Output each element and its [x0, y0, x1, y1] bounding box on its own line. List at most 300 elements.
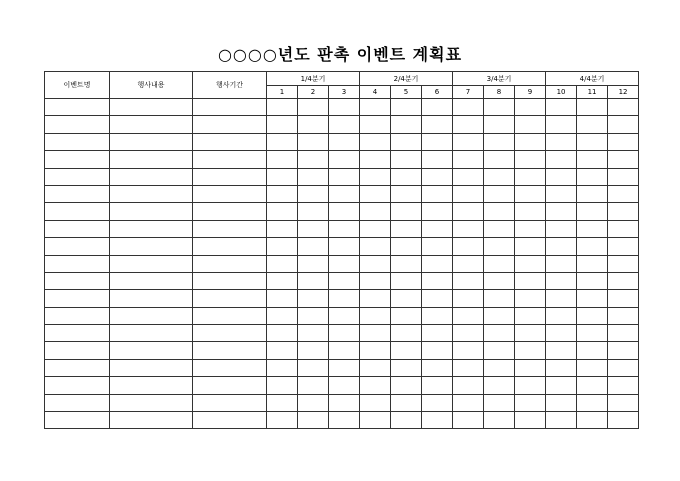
table-cell[interactable]: [453, 133, 484, 150]
table-cell[interactable]: [546, 272, 577, 289]
table-cell[interactable]: [515, 168, 546, 185]
table-cell[interactable]: [267, 394, 298, 411]
table-cell[interactable]: [193, 168, 267, 185]
table-cell[interactable]: [110, 272, 193, 289]
table-cell[interactable]: [546, 325, 577, 342]
table-cell[interactable]: [515, 394, 546, 411]
table-cell[interactable]: [193, 307, 267, 324]
table-cell[interactable]: [484, 377, 515, 394]
table-cell[interactable]: [298, 133, 329, 150]
table-cell[interactable]: [453, 272, 484, 289]
table-cell[interactable]: [546, 185, 577, 202]
table-cell[interactable]: [608, 255, 639, 272]
table-cell[interactable]: [391, 133, 422, 150]
table-cell[interactable]: [546, 412, 577, 429]
table-cell[interactable]: [546, 307, 577, 324]
table-cell[interactable]: [484, 168, 515, 185]
table-cell[interactable]: [329, 220, 360, 237]
table-cell[interactable]: [267, 342, 298, 359]
table-cell[interactable]: [391, 307, 422, 324]
table-cell[interactable]: [360, 220, 391, 237]
table-cell[interactable]: [484, 238, 515, 255]
table-cell[interactable]: [329, 185, 360, 202]
table-cell[interactable]: [422, 290, 453, 307]
table-row: [45, 220, 639, 237]
table-cell[interactable]: [546, 394, 577, 411]
table-cell[interactable]: [267, 377, 298, 394]
table-cell[interactable]: [453, 99, 484, 116]
table-cell[interactable]: [422, 238, 453, 255]
table-cell[interactable]: [422, 272, 453, 289]
table-cell[interactable]: [110, 203, 193, 220]
table-cell[interactable]: [422, 185, 453, 202]
table-cell[interactable]: [484, 133, 515, 150]
header-month-2: 2: [298, 86, 329, 99]
table-cell[interactable]: [608, 133, 639, 150]
table-cell[interactable]: [608, 325, 639, 342]
table-cell[interactable]: [453, 412, 484, 429]
table-cell[interactable]: [391, 325, 422, 342]
table-cell[interactable]: [45, 116, 110, 133]
table-cell[interactable]: [110, 168, 193, 185]
table-cell[interactable]: [360, 359, 391, 376]
table-cell[interactable]: [193, 151, 267, 168]
table-cell[interactable]: [193, 359, 267, 376]
table-row: [45, 342, 639, 359]
table-cell[interactable]: [391, 359, 422, 376]
table-cell[interactable]: [329, 168, 360, 185]
table-cell[interactable]: [391, 185, 422, 202]
header-quarter-1: 1/4분기: [267, 72, 360, 86]
table-cell[interactable]: [298, 220, 329, 237]
table-cell[interactable]: [329, 359, 360, 376]
table-cell[interactable]: [608, 290, 639, 307]
table-cell[interactable]: [45, 272, 110, 289]
table-cell[interactable]: [515, 203, 546, 220]
table-cell[interactable]: [193, 272, 267, 289]
table-cell[interactable]: [298, 412, 329, 429]
table-cell[interactable]: [422, 325, 453, 342]
table-cell[interactable]: [360, 342, 391, 359]
table-cell[interactable]: [391, 203, 422, 220]
table-cell[interactable]: [329, 412, 360, 429]
table-cell[interactable]: [298, 272, 329, 289]
table-cell[interactable]: [422, 151, 453, 168]
table-cell[interactable]: [45, 151, 110, 168]
table-cell[interactable]: [515, 220, 546, 237]
table-cell[interactable]: [515, 290, 546, 307]
table-cell[interactable]: [193, 377, 267, 394]
table-cell[interactable]: [577, 342, 608, 359]
table-cell[interactable]: [422, 220, 453, 237]
table-cell[interactable]: [453, 255, 484, 272]
table-cell[interactable]: [391, 116, 422, 133]
table-cell[interactable]: [193, 412, 267, 429]
table-cell[interactable]: [110, 412, 193, 429]
table-cell[interactable]: [484, 185, 515, 202]
table-cell[interactable]: [422, 394, 453, 411]
table-cell[interactable]: [329, 307, 360, 324]
table-cell[interactable]: [360, 151, 391, 168]
table-cell[interactable]: [515, 325, 546, 342]
table-cell[interactable]: [45, 238, 110, 255]
table-cell[interactable]: [360, 325, 391, 342]
table-cell[interactable]: [484, 342, 515, 359]
table-cell[interactable]: [577, 394, 608, 411]
table-cell[interactable]: [298, 151, 329, 168]
table-cell[interactable]: [45, 412, 110, 429]
table-cell[interactable]: [45, 220, 110, 237]
table-cell[interactable]: [515, 133, 546, 150]
table-cell[interactable]: [329, 272, 360, 289]
table-cell[interactable]: [484, 203, 515, 220]
table-cell[interactable]: [267, 185, 298, 202]
table-cell[interactable]: [267, 255, 298, 272]
table-cell[interactable]: [110, 151, 193, 168]
table-cell[interactable]: [193, 290, 267, 307]
table-cell[interactable]: [577, 359, 608, 376]
table-cell[interactable]: [515, 412, 546, 429]
table-cell[interactable]: [360, 412, 391, 429]
table-cell[interactable]: [546, 255, 577, 272]
table-cell[interactable]: [515, 238, 546, 255]
table-cell[interactable]: [546, 290, 577, 307]
table-cell[interactable]: [360, 377, 391, 394]
table-cell[interactable]: [577, 377, 608, 394]
table-cell[interactable]: [110, 255, 193, 272]
table-cell[interactable]: [360, 255, 391, 272]
table-cell[interactable]: [110, 99, 193, 116]
table-cell[interactable]: [267, 272, 298, 289]
table-cell[interactable]: [484, 394, 515, 411]
header-quarter-3: 3/4분기: [453, 72, 546, 86]
table-cell[interactable]: [391, 151, 422, 168]
table-cell[interactable]: [110, 394, 193, 411]
table-cell[interactable]: [546, 99, 577, 116]
table-cell[interactable]: [577, 116, 608, 133]
table-cell[interactable]: [267, 238, 298, 255]
table-cell[interactable]: [484, 325, 515, 342]
table-cell[interactable]: [515, 377, 546, 394]
table-cell[interactable]: [577, 99, 608, 116]
table-cell[interactable]: [515, 307, 546, 324]
table-cell[interactable]: [484, 359, 515, 376]
table-cell[interactable]: [422, 255, 453, 272]
table-cell[interactable]: [45, 133, 110, 150]
table-cell[interactable]: [267, 290, 298, 307]
table-cell[interactable]: [422, 168, 453, 185]
table-cell[interactable]: [193, 185, 267, 202]
table-cell[interactable]: [422, 377, 453, 394]
table-cell[interactable]: [193, 220, 267, 237]
table-cell[interactable]: [45, 307, 110, 324]
table-cell[interactable]: [329, 290, 360, 307]
table-cell[interactable]: [608, 307, 639, 324]
table-cell[interactable]: [515, 151, 546, 168]
table-cell[interactable]: [453, 342, 484, 359]
table-cell[interactable]: [298, 168, 329, 185]
table-cell[interactable]: [515, 99, 546, 116]
table-cell[interactable]: [546, 133, 577, 150]
table-cell[interactable]: [484, 290, 515, 307]
table-cell[interactable]: [546, 359, 577, 376]
table-cell[interactable]: [546, 151, 577, 168]
table-cell[interactable]: [110, 220, 193, 237]
table-cell[interactable]: [577, 151, 608, 168]
table-cell[interactable]: [110, 116, 193, 133]
table-cell[interactable]: [360, 99, 391, 116]
table-cell[interactable]: [193, 99, 267, 116]
table-cell[interactable]: [608, 272, 639, 289]
table-cell[interactable]: [608, 377, 639, 394]
table-cell[interactable]: [267, 220, 298, 237]
table-cell[interactable]: [298, 394, 329, 411]
table-cell[interactable]: [391, 342, 422, 359]
table-cell[interactable]: [298, 325, 329, 342]
table-cell[interactable]: [110, 342, 193, 359]
table-cell[interactable]: [546, 377, 577, 394]
table-cell[interactable]: [422, 342, 453, 359]
table-cell[interactable]: [329, 394, 360, 411]
table-cell[interactable]: [298, 238, 329, 255]
table-cell[interactable]: [515, 342, 546, 359]
table-cell[interactable]: [193, 342, 267, 359]
table-cell[interactable]: [298, 185, 329, 202]
table-cell[interactable]: [193, 394, 267, 411]
table-cell[interactable]: [608, 342, 639, 359]
table-cell[interactable]: [577, 185, 608, 202]
table-cell[interactable]: [422, 412, 453, 429]
table-cell[interactable]: [422, 307, 453, 324]
table-cell[interactable]: [577, 133, 608, 150]
header-month-9: 9: [515, 86, 546, 99]
table-cell[interactable]: [422, 116, 453, 133]
table-cell[interactable]: [515, 272, 546, 289]
table-cell[interactable]: [453, 238, 484, 255]
table-cell[interactable]: [45, 99, 110, 116]
table-cell[interactable]: [453, 394, 484, 411]
table-cell[interactable]: [484, 272, 515, 289]
table-cell[interactable]: [453, 151, 484, 168]
table-cell[interactable]: [546, 168, 577, 185]
table-cell[interactable]: [298, 307, 329, 324]
table-cell[interactable]: [267, 412, 298, 429]
header-month-5: 5: [391, 86, 422, 99]
table-cell[interactable]: [608, 394, 639, 411]
table-cell[interactable]: [515, 359, 546, 376]
table-cell[interactable]: [298, 99, 329, 116]
table-cell[interactable]: [608, 359, 639, 376]
table-cell[interactable]: [45, 290, 110, 307]
table-cell[interactable]: [546, 203, 577, 220]
table-cell[interactable]: [608, 116, 639, 133]
table-cell[interactable]: [329, 116, 360, 133]
table-cell[interactable]: [577, 220, 608, 237]
table-cell[interactable]: [484, 255, 515, 272]
table-cell[interactable]: [267, 133, 298, 150]
table-cell[interactable]: [360, 238, 391, 255]
table-cell[interactable]: [193, 238, 267, 255]
table-cell[interactable]: [577, 290, 608, 307]
table-cell[interactable]: [360, 116, 391, 133]
table-cell[interactable]: [608, 99, 639, 116]
table-cell[interactable]: [193, 133, 267, 150]
table-cell[interactable]: [608, 168, 639, 185]
table-cell[interactable]: [546, 220, 577, 237]
table-cell[interactable]: [298, 377, 329, 394]
table-cell[interactable]: [267, 151, 298, 168]
table-cell[interactable]: [110, 325, 193, 342]
table-cell[interactable]: [298, 290, 329, 307]
table-cell[interactable]: [391, 394, 422, 411]
table-cell[interactable]: [577, 325, 608, 342]
table-cell[interactable]: [391, 290, 422, 307]
table-cell[interactable]: [298, 359, 329, 376]
table-cell[interactable]: [45, 359, 110, 376]
table-cell[interactable]: [515, 116, 546, 133]
table-cell[interactable]: [546, 342, 577, 359]
table-cell[interactable]: [267, 168, 298, 185]
table-cell[interactable]: [329, 99, 360, 116]
table-cell[interactable]: [193, 116, 267, 133]
table-cell[interactable]: [453, 220, 484, 237]
table-cell[interactable]: [360, 394, 391, 411]
table-cell[interactable]: [484, 307, 515, 324]
table-cell[interactable]: [45, 185, 110, 202]
table-cell[interactable]: [329, 151, 360, 168]
table-cell[interactable]: [329, 133, 360, 150]
table-cell[interactable]: [484, 412, 515, 429]
header-row-quarters: [45, 72, 639, 86]
table-cell[interactable]: [45, 394, 110, 411]
table-cell[interactable]: [391, 99, 422, 116]
table-cell[interactable]: [453, 168, 484, 185]
table-cell[interactable]: [453, 203, 484, 220]
table-cell[interactable]: [391, 412, 422, 429]
table-cell[interactable]: [453, 290, 484, 307]
table-cell[interactable]: [267, 116, 298, 133]
table-cell[interactable]: [298, 203, 329, 220]
table-cell[interactable]: [329, 377, 360, 394]
table-cell[interactable]: [329, 342, 360, 359]
table-cell[interactable]: [546, 116, 577, 133]
table-cell[interactable]: [422, 99, 453, 116]
table-cell[interactable]: [391, 168, 422, 185]
table-cell[interactable]: [267, 307, 298, 324]
table-cell[interactable]: [608, 203, 639, 220]
table-cell[interactable]: [515, 255, 546, 272]
table-cell[interactable]: [45, 377, 110, 394]
table-cell[interactable]: [608, 151, 639, 168]
table-cell[interactable]: [484, 116, 515, 133]
table-cell[interactable]: [193, 255, 267, 272]
table-cell[interactable]: [45, 255, 110, 272]
table-cell[interactable]: [267, 203, 298, 220]
table-cell[interactable]: [453, 325, 484, 342]
table-row: [45, 272, 639, 289]
table-cell[interactable]: [298, 255, 329, 272]
table-cell[interactable]: [267, 359, 298, 376]
table-cell[interactable]: [484, 151, 515, 168]
table-cell[interactable]: [453, 307, 484, 324]
header-content: 행사내용: [110, 72, 193, 99]
event-plan-table: [44, 71, 639, 429]
table-cell[interactable]: [453, 359, 484, 376]
table-cell[interactable]: [453, 185, 484, 202]
table-cell[interactable]: [329, 238, 360, 255]
table-cell[interactable]: [453, 377, 484, 394]
table-cell[interactable]: [391, 238, 422, 255]
table-cell[interactable]: [453, 116, 484, 133]
table-cell[interactable]: [577, 203, 608, 220]
table-cell[interactable]: [484, 220, 515, 237]
table-row: [45, 325, 639, 342]
table-cell[interactable]: [391, 255, 422, 272]
table-cell[interactable]: [329, 255, 360, 272]
table-cell[interactable]: [577, 412, 608, 429]
table-cell[interactable]: [391, 272, 422, 289]
table-cell[interactable]: [391, 220, 422, 237]
table-cell[interactable]: [267, 325, 298, 342]
table-cell[interactable]: [577, 272, 608, 289]
table-cell[interactable]: [360, 203, 391, 220]
table-cell[interactable]: [608, 185, 639, 202]
table-cell[interactable]: [422, 203, 453, 220]
table-cell[interactable]: [391, 377, 422, 394]
table-cell[interactable]: [298, 342, 329, 359]
table-cell[interactable]: [110, 238, 193, 255]
table-cell[interactable]: [267, 99, 298, 116]
table-cell[interactable]: [360, 185, 391, 202]
table-cell[interactable]: [422, 359, 453, 376]
table-cell[interactable]: [110, 185, 193, 202]
table-cell[interactable]: [608, 220, 639, 237]
table-cell[interactable]: [608, 412, 639, 429]
table-cell[interactable]: [422, 133, 453, 150]
table-cell[interactable]: [45, 168, 110, 185]
table-cell[interactable]: [360, 307, 391, 324]
table-cell[interactable]: [546, 238, 577, 255]
table-cell[interactable]: [360, 133, 391, 150]
table-cell[interactable]: [45, 342, 110, 359]
table-cell[interactable]: [577, 238, 608, 255]
table-cell[interactable]: [360, 290, 391, 307]
table-cell[interactable]: [110, 359, 193, 376]
table-cell[interactable]: [484, 99, 515, 116]
header-month-7: 7: [453, 86, 484, 99]
table-cell[interactable]: [577, 255, 608, 272]
table-cell[interactable]: [110, 133, 193, 150]
table-cell[interactable]: [110, 290, 193, 307]
header-period: 행사기간: [193, 72, 267, 99]
table-cell[interactable]: [360, 168, 391, 185]
table-cell[interactable]: [577, 307, 608, 324]
table-cell[interactable]: [45, 325, 110, 342]
table-cell[interactable]: [110, 377, 193, 394]
table-cell[interactable]: [360, 272, 391, 289]
table-cell[interactable]: [193, 325, 267, 342]
table-row: [45, 203, 639, 220]
table-cell[interactable]: [577, 168, 608, 185]
table-cell[interactable]: [193, 203, 267, 220]
table-cell[interactable]: [329, 325, 360, 342]
table-cell[interactable]: [110, 307, 193, 324]
table-cell[interactable]: [329, 203, 360, 220]
table-cell[interactable]: [608, 238, 639, 255]
table-cell[interactable]: [515, 185, 546, 202]
table-cell[interactable]: [45, 203, 110, 220]
table-cell[interactable]: [298, 116, 329, 133]
